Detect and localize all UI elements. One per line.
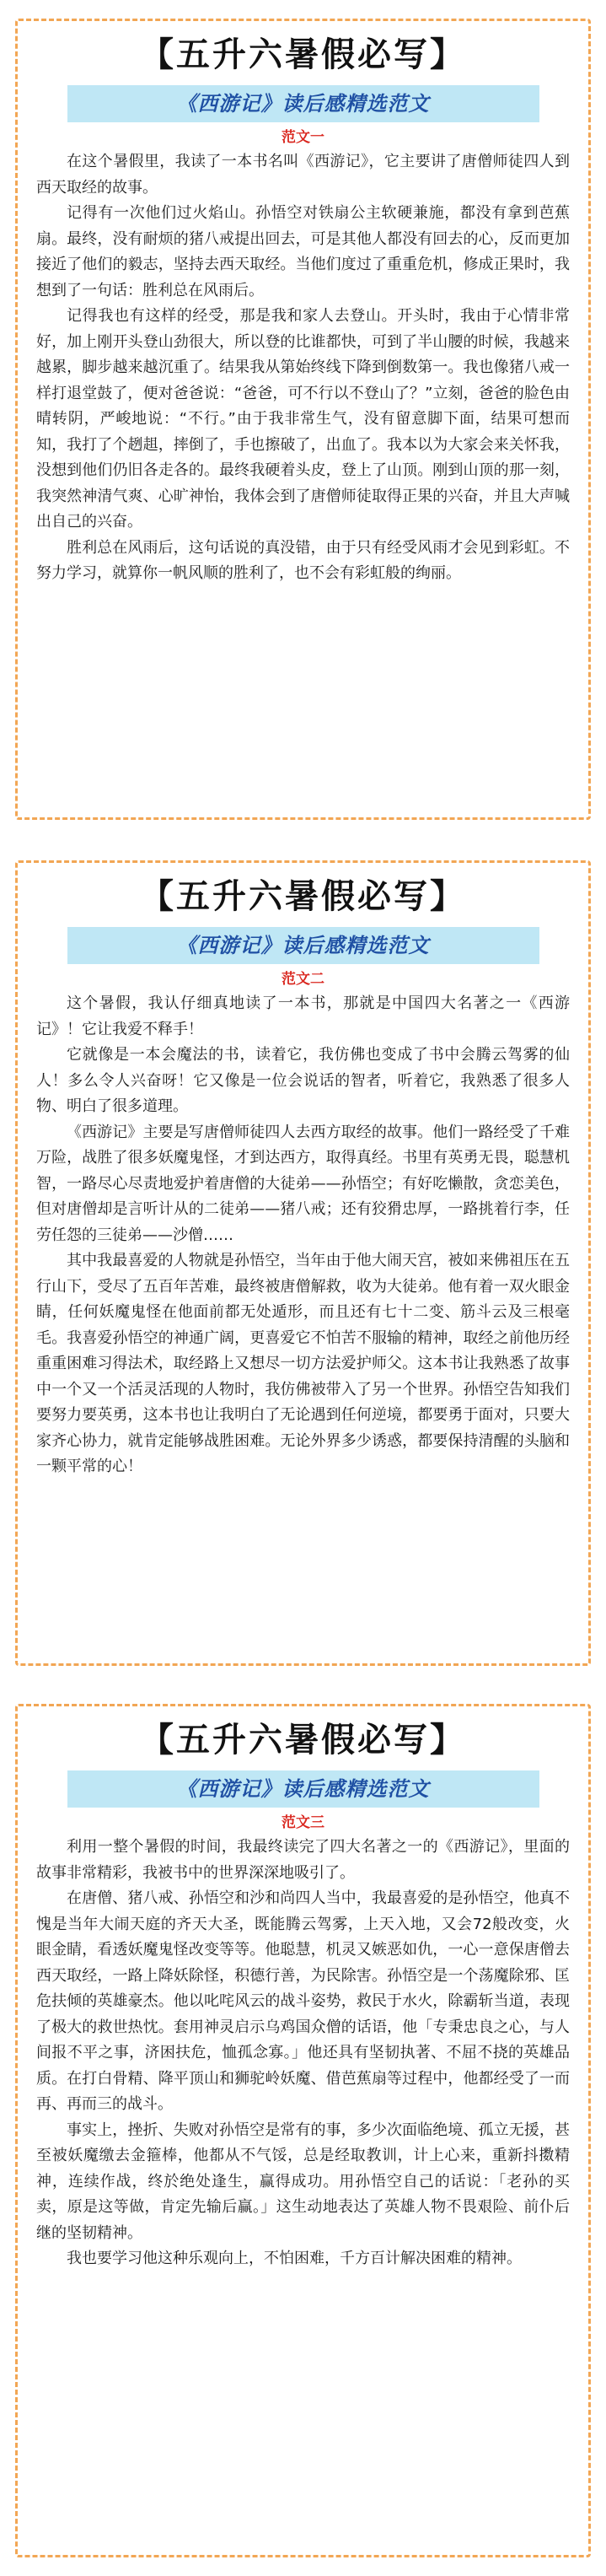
essay-paragraph: 《西游记》主要是写唐僧师徒四人去西方取经的故事。他们一路经受了千难万险，战胜了很多妖魔鬼怪，才到达西方，取得真经。书里有英勇无畏，聪慧机智，一路尽心尽责地爱护着唐僧的大徒弟——孙悟空；有好吃懒散，贪恋美色，但对唐僧却是言听计从的二徒弟——猪八戒；还有狡猾忠厚，一路挑着行李，任劳任怨的三徒弟——沙僧…… xyxy=(36,1123,570,1244)
essay-paragraph: 它就像是一本会魔法的书，读着它，我仿佛也变成了书中会腾云驾雾的仙人！多么令人兴奋呀！它又像是一位会说话的智者，听着它，我熟悉了很多人物、明白了很多道理。 xyxy=(36,1046,570,1115)
essay-title: 【五升六暑假必写】 xyxy=(140,876,466,916)
essay-banner: 《西游记》读后感精选范文 xyxy=(67,927,539,964)
essay-paragraph: 利用一整个暑假的时间，我最终读完了四大名著之一的《西游记》，里面的故事非常精彩，我被书中的世界深深地吸引了。 xyxy=(36,1838,570,1882)
essay-title: 【五升六暑假必写】 xyxy=(140,35,466,74)
essay-paragraph: 这个暑假，我认仔细真地读了一本书，那就是中国四大名著之一《西游记》！它让我爱不释手！ xyxy=(36,994,570,1038)
essay-paragraph: 记得有一次他们过火焰山。孙悟空对铁扇公主软硬兼施，都没有拿到芭蕉扇。最终，没有耐烦的猪八戒提出回去，可是其他人都没有回去的心，反而更加接近了他们的毅志，坚持去西天取经。当他们度过了重重危机，修成正果时，我想到了一句话：胜利总在风雨后。 xyxy=(36,204,570,299)
essay-paragraph: 胜利总在风雨后，这句话说的真没错，由于只有经受风雨才会见到彩虹。不努力学习，就算你一帆风顺的胜利了，也不会有彩虹般的绚丽。 xyxy=(36,538,570,582)
essay-paragraph: 记得我也有这样的经受，那是我和家人去登山。开头时，我由于心情非常好，加上刚开头登山劲很大，所以登的比谁都快，可到了半山腰的时候，我越来越累，脚步越来越沉重了。结果我从第始终线下降到倒数第一。我也像猪八戒一样打退堂鼓了，便对爸爸说：“爸爸，可不行以不登山了？”立刻，爸爸的脸色由晴转阴，严峻地说：“不行。”由于我非常生气，没有留意脚下面，结果可想而知，我打了个趔趄，摔倒了，手也擦破了，出血了。我本以为大家会来关怀我，没想到他们仍旧各走各的。最终我硬着头皮，登上了山顶。刚到山顶的那一刻，我突然神清气爽、心旷神怡，我体会到了唐僧师徒取得正果的兴奋，并且大声喊出自己的兴奋。 xyxy=(36,307,570,531)
essay-label: 范文一 xyxy=(282,129,324,146)
essay-paragraph: 我也要学习他这种乐观向上，不怕困难，千方百计解决困难的精神。 xyxy=(67,2250,522,2267)
essay-banner: 《西游记》读后感精选范文 xyxy=(67,85,539,122)
essay-paragraph: 在唐僧、猪八戒、孙悟空和沙和尚四人当中，我最喜爱的是孙悟空，他真不愧是当年大闹天庭的齐天大圣，既能腾云驾雾，上天入地，又会72般改变，火眼金睛，看透妖魔鬼怪改变等等。他聪慧，机灵又嫉恶如仇，一心一意保唐僧去西天取经，一路上降妖除怪，积德行善，为民除害。孙悟空是一个荡魔除邪、匡危扶倾的英雄豪杰。他以叱咤风云的战斗姿势，救民于水火，除霸斩当道，表现了极大的救世热忱。套用神灵启示乌鸡国众僧的话语，他「专秉忠良之心，与人间报不平之事，济困扶危，恤孤念寡。」他还具有坚韧执著、不屈不挠的英雄品质。在打白骨精、降平顶山和狮驼岭妖魔、借芭蕉扇等过程中，他都经受了一而再、再而三的战斗。 xyxy=(36,1889,570,2113)
essay-label: 范文三 xyxy=(282,1814,324,1831)
essay-label: 范文二 xyxy=(282,971,324,988)
essay-title: 【五升六暑假必写】 xyxy=(140,1720,466,1760)
essay-card-2 xyxy=(15,860,591,1666)
essay-paragraph: 其中我最喜爱的人物就是孙悟空，当年由于他大闹天宫，被如来佛祖压在五行山下，受尽了五百年苦难，最终被唐僧解救，收为大徒弟。他有着一双火眼金睛，任何妖魔鬼怪在他面前都无处遁形，而且还有七十二变、筋斗云及三根毫毛。我喜爱孙悟空的神通广阔，更喜爱它不怕苦不服输的精神，取经之前他历经重重困难习得法术，取经路上又想尽一切方法爱护师父。这本书让我熟悉了故事中一个又一个活灵活现的人物时，我仿佛被带入了另一个世界。孙悟空告知我们要努力要英勇，这本书也让我明白了无论遇到任何逆境，都要勇于面对，只要大家齐心协力，就肯定能够战胜困难。无论外界多少诱惑，都要保持清醒的头脑和一颗平常的心！ xyxy=(36,1252,570,1475)
essay-paragraph: 在这个暑假里，我读了一本书名叫《西游记》，它主要讲了唐僧师徒四人到西天取经的故事。 xyxy=(36,153,570,197)
essay-paragraph: 事实上，挫折、失败对孙悟空是常有的事，多少次面临绝境、孤立无援，甚至被妖魔缴去金箍棒，他都从不气馁，总是经取教训，计上心来，重新抖擞精神，连续作战，终於绝处逢生，赢得成功。用孙悟空自己的话说：「老孙的买卖，原是这等做，肯定先输后赢。」这生动地表达了英雄人物不畏艰险、前仆后继的坚韧精神。 xyxy=(36,2121,570,2242)
essay-card-3 xyxy=(15,1704,591,2557)
essay-banner: 《西游记》读后感精选范文 xyxy=(67,1770,539,1808)
essay-card-1 xyxy=(15,19,591,820)
